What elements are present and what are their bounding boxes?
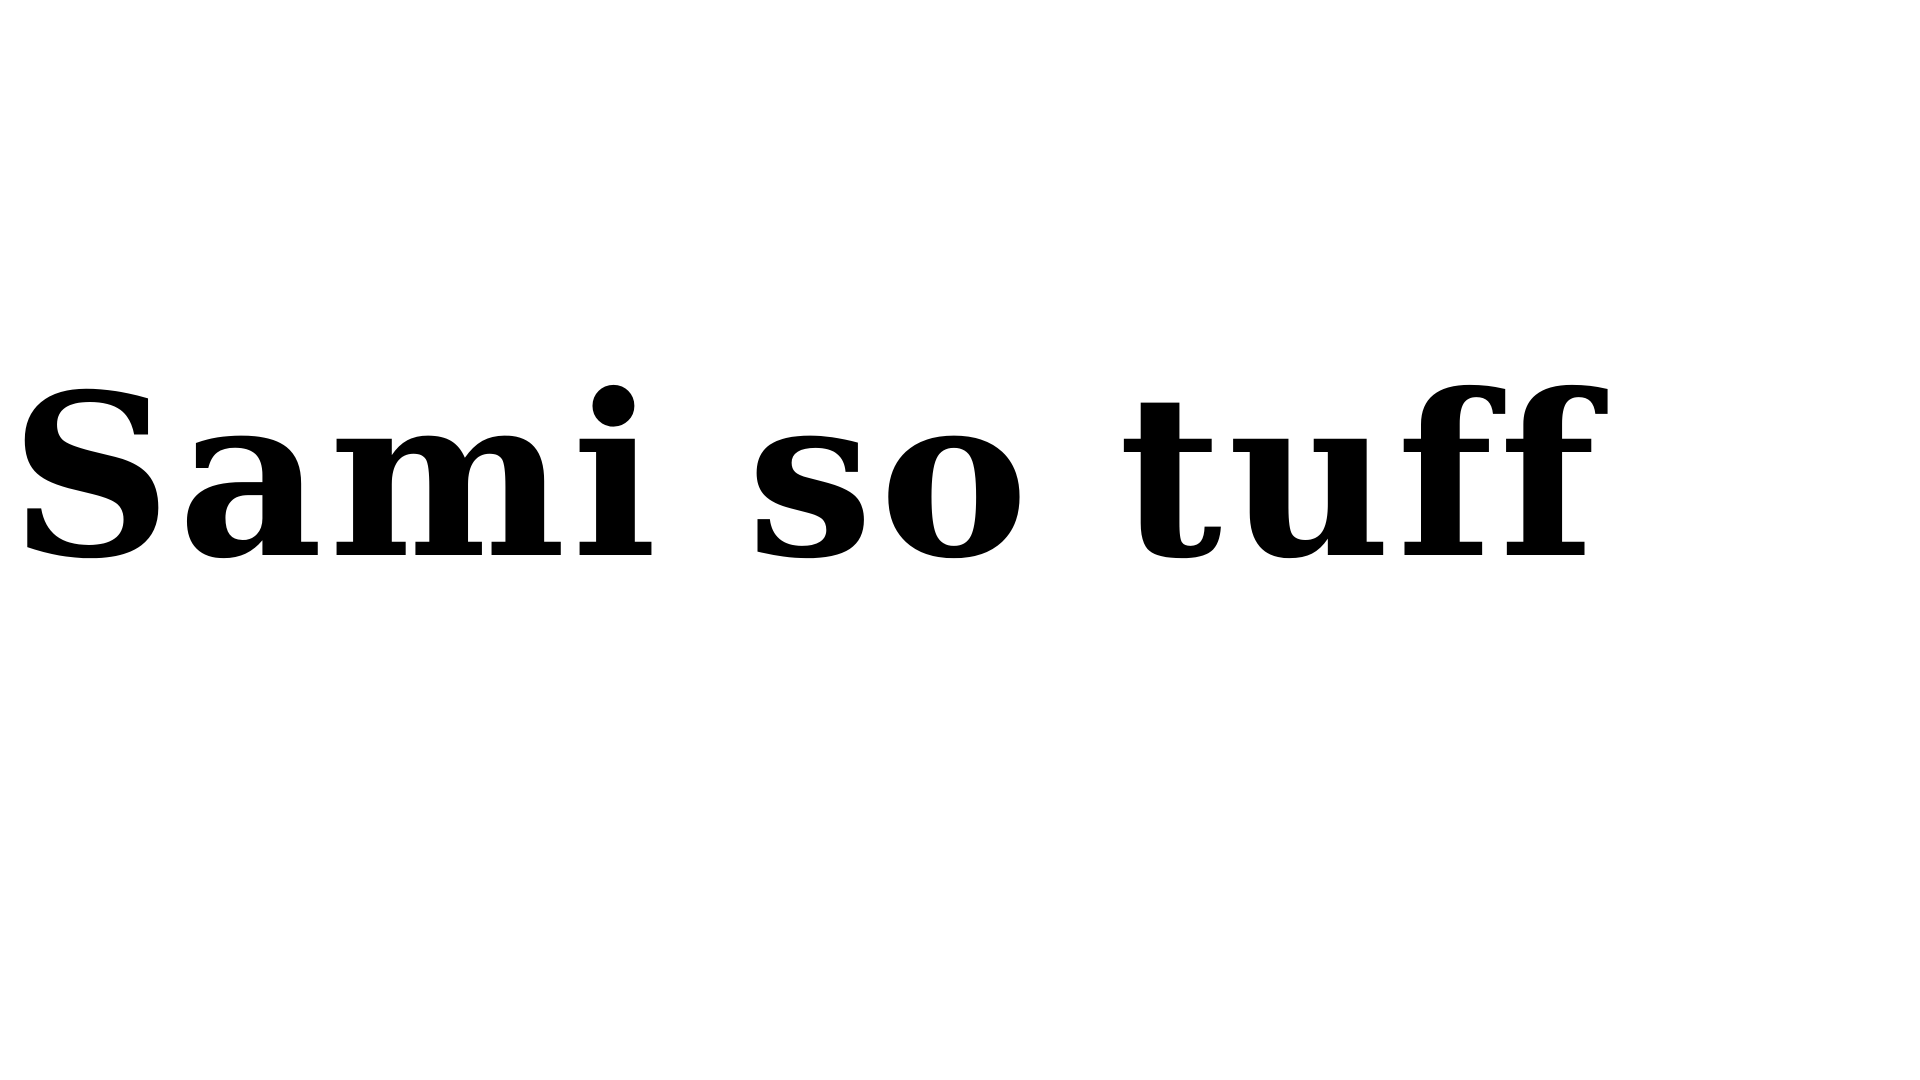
headline-text: Sami so tuff xyxy=(10,345,1602,608)
